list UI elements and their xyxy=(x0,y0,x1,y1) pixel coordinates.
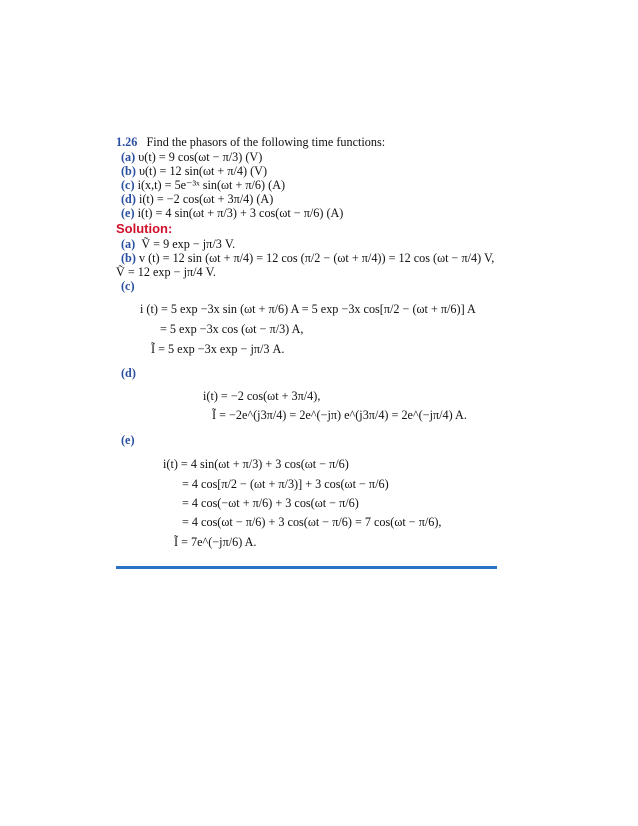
part-text: i(t) = 4 sin(ωt + π/3) + 3 cos(ωt − π/6) (A) xyxy=(137,206,344,220)
solution-e-line2: = 4 cos[π/2 − (ωt + π/3)] + 3 cos(ωt − π/6) xyxy=(182,477,389,491)
equation: v (t) = 12 sin (ωt + π/4) = 12 cos (π/2 − (ωt + π/4)) = 12 cos (ωt − π/4) V, xyxy=(138,251,495,265)
part-label: (a) xyxy=(121,150,136,164)
solution-c-line2: = 5 exp −3x cos (ωt − π/3) A, xyxy=(160,322,304,336)
solution-e-line4: = 4 cos(ωt − π/6) + 3 cos(ωt − π/6) = 7 cos(ωt − π/6), xyxy=(182,515,442,529)
problem-part-b xyxy=(121,164,267,179)
part-label: (d) xyxy=(121,192,136,206)
equation: Ṽ = 9 exp − jπ/3 V. xyxy=(141,237,236,251)
problem-header xyxy=(116,135,385,150)
part-label: (c) xyxy=(121,279,135,293)
part-text: i(x,t) = 5e⁻³ˣ sin(ωt + π/6) (A) xyxy=(137,178,286,192)
problem-part-c xyxy=(121,178,285,193)
problem-part-d xyxy=(121,192,273,207)
part-label: (e) xyxy=(121,433,135,447)
problem-number: 1.26 xyxy=(116,135,138,149)
part-label: (d) xyxy=(121,366,136,380)
problem-part-a xyxy=(121,150,262,165)
solution-d-label xyxy=(121,366,136,381)
solution-e-label xyxy=(121,433,135,448)
solution-d-line2: Ĩ = −2e^(j3π/4) = 2e^(−jπ) e^(j3π/4) = 2e^(−jπ/4) A. xyxy=(212,408,467,422)
part-text: υ(t) = 12 sin(ωt + π/4) (V) xyxy=(138,164,268,178)
part-text: υ(t) = 9 cos(ωt − π/3) (V) xyxy=(138,150,263,164)
solution-c-label xyxy=(121,279,135,294)
solution-c-line3: Ĩ = 5 exp −3x exp − jπ/3 A. xyxy=(151,342,285,356)
solution-a xyxy=(121,237,235,252)
solution-b-line2: Ṽ = 12 exp − jπ/4 V. xyxy=(116,265,216,279)
part-text: i(t) = −2 cos(ωt + 3π/4) (A) xyxy=(138,192,274,206)
problem-statement: Find the phasors of the following time functions: xyxy=(146,135,386,149)
problem-part-e xyxy=(121,206,343,221)
part-label: (b) xyxy=(121,164,136,178)
part-label: (a) xyxy=(121,237,136,251)
part-label: (b) xyxy=(121,251,136,265)
solution-d-line1: i(t) = −2 cos(ωt + 3π/4), xyxy=(203,389,321,403)
solution-e-line5: Ĩ = 7e^(−jπ/6) A. xyxy=(174,535,257,549)
solution-heading: Solution: xyxy=(116,221,173,236)
section-divider xyxy=(116,566,497,569)
part-label: (c) xyxy=(121,178,135,192)
solution-b-line1 xyxy=(121,251,494,266)
part-label: (e) xyxy=(121,206,135,220)
solution-c-line1: i (t) = 5 exp −3x sin (ωt + π/6) A = 5 exp −3x cos[π/2 − (ωt + π/6)] A xyxy=(140,302,476,316)
solution-e-line3: = 4 cos(−ωt + π/6) + 3 cos(ωt − π/6) xyxy=(182,496,359,510)
solution-e-line1: i(t) = 4 sin(ωt + π/3) + 3 cos(ωt − π/6) xyxy=(163,457,349,471)
